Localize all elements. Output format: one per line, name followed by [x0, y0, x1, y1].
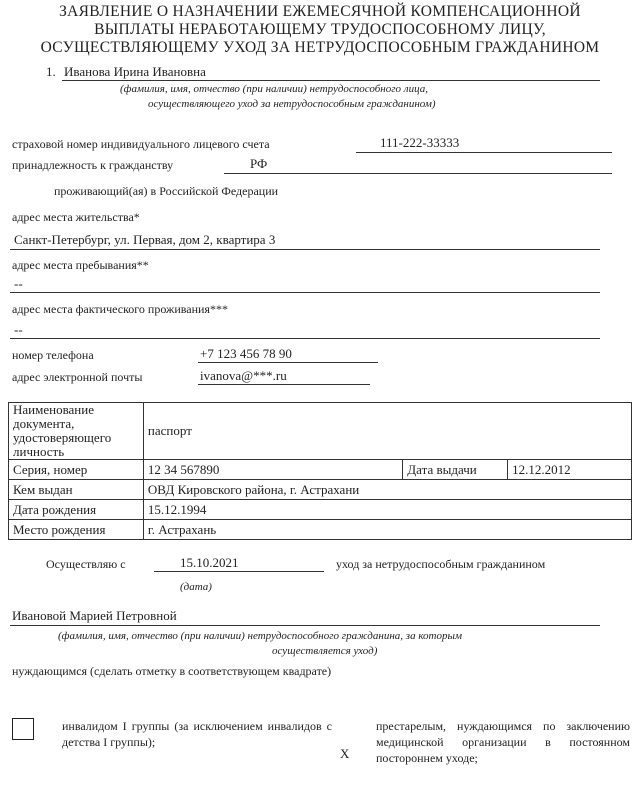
document-issued-by-value: ОВД Кировского района, г. Астрахани [143, 480, 631, 500]
address-registered-line [10, 249, 600, 250]
address-actual-label: адрес места фактического проживания*** [12, 302, 228, 316]
residence-type: проживающий(ая) в Российской Федерации [54, 184, 279, 198]
applicant-number: 1. [46, 64, 56, 79]
snils-label: страховой номер индивидуального лицевого счета [12, 137, 270, 151]
document-name-label: Наименование документа, удостоверяющего личность [9, 403, 144, 460]
citizenship-line [224, 173, 612, 174]
applicant-name-hint-1: (фамилия, имя, отчество (при наличии) нетрудоспособного лица, [120, 83, 428, 95]
elderly-mark[interactable]: X [340, 746, 350, 761]
document-series-value: 12 34 567890 [143, 460, 402, 480]
care-date: 15.10.2021 [180, 555, 239, 570]
citizenship-value: РФ [250, 156, 268, 171]
table-row [9, 480, 632, 500]
document-issue-date-label: Дата выдачи [403, 460, 508, 480]
ward-hint-1: (фамилия, имя, отчество (при наличии) нетрудоспособного гражданина, за которым [58, 630, 462, 642]
document-name-value: паспорт [143, 403, 631, 460]
identity-document-table [8, 402, 632, 540]
ward-name-line [10, 625, 600, 626]
document-issued-by-label: Кем выдан [9, 480, 144, 500]
title-line-2: ВЫПЛАТЫ НЕРАБОТАЮЩЕМУ ТРУДОСПОСОБНОМУ ЛИЦУ, [94, 21, 546, 38]
ward-name: Ивановой Марией Петровной [12, 608, 177, 623]
disability-group-1-checkbox[interactable] [12, 718, 34, 740]
birth-date-value: 15.12.1994 [143, 500, 631, 520]
option-right-text: престарелым, нуждающимся по заключению медицинской организации в постоянном постороннем уходе; [376, 719, 630, 765]
citizenship-label: принадлежность к гражданству [12, 158, 174, 172]
ward-status: нуждающимся (сделать отметку в соответствующем квадрате) [12, 664, 332, 678]
address-stay-value: -- [14, 276, 23, 291]
applicant-name: Иванова Ирина Ивановна [64, 64, 206, 79]
snils-value: 111-222-33333 [380, 135, 460, 150]
table-row [9, 520, 632, 540]
title-line-3: ОСУЩЕСТВЛЯЮЩЕМУ УХОД ЗА НЕТРУДОСПОСОБНЫМ ГРАЖДАНИНОМ [40, 39, 600, 56]
birth-place-label: Место рождения [9, 520, 144, 540]
care-prefix: Осуществляю с [46, 557, 126, 571]
email-value: ivanova@***.ru [200, 368, 287, 383]
ward-hint-2: осуществляется уход) [272, 645, 378, 657]
birth-date-label: Дата рождения [9, 500, 144, 520]
snils-line [356, 152, 612, 153]
table-row [9, 460, 632, 480]
email-line [198, 384, 370, 385]
care-suffix: уход за нетрудоспособным гражданином [336, 557, 546, 571]
phone-value: +7 123 456 78 90 [200, 346, 292, 361]
birth-place-value: г. Астрахань [143, 520, 631, 540]
address-actual-value: -- [14, 322, 23, 337]
option-left-text: инвалидом I группы (за исключением инвалидов с детства I группы); [62, 719, 332, 749]
address-actual-line [10, 338, 600, 339]
address-registered-value: Санкт-Петербург, ул. Первая, дом 2, квартира 3 [14, 232, 276, 247]
applicant-name-hint-2: осуществляющего уход за нетрудоспособным гражданином) [148, 98, 436, 110]
phone-line [198, 362, 378, 363]
table-row [9, 500, 632, 520]
care-date-hint: (дата) [180, 581, 212, 593]
applicant-name-line [62, 80, 600, 81]
document-series-label: Серия, номер [9, 460, 144, 480]
phone-label: номер телефона [12, 348, 94, 362]
address-stay-label: адрес места пребывания** [12, 258, 149, 272]
title-line-1: ЗАЯВЛЕНИЕ О НАЗНАЧЕНИИ ЕЖЕМЕСЯЧНОЙ КОМПЕНСАЦИОННОЙ [59, 3, 581, 20]
document-issue-date-value: 12.12.2012 [508, 460, 632, 480]
email-label: адрес электронной почты [12, 370, 143, 384]
address-stay-line [10, 292, 600, 293]
table-row [9, 403, 632, 460]
care-date-line [154, 571, 324, 572]
address-registered-label: адрес места жительства* [12, 210, 140, 224]
